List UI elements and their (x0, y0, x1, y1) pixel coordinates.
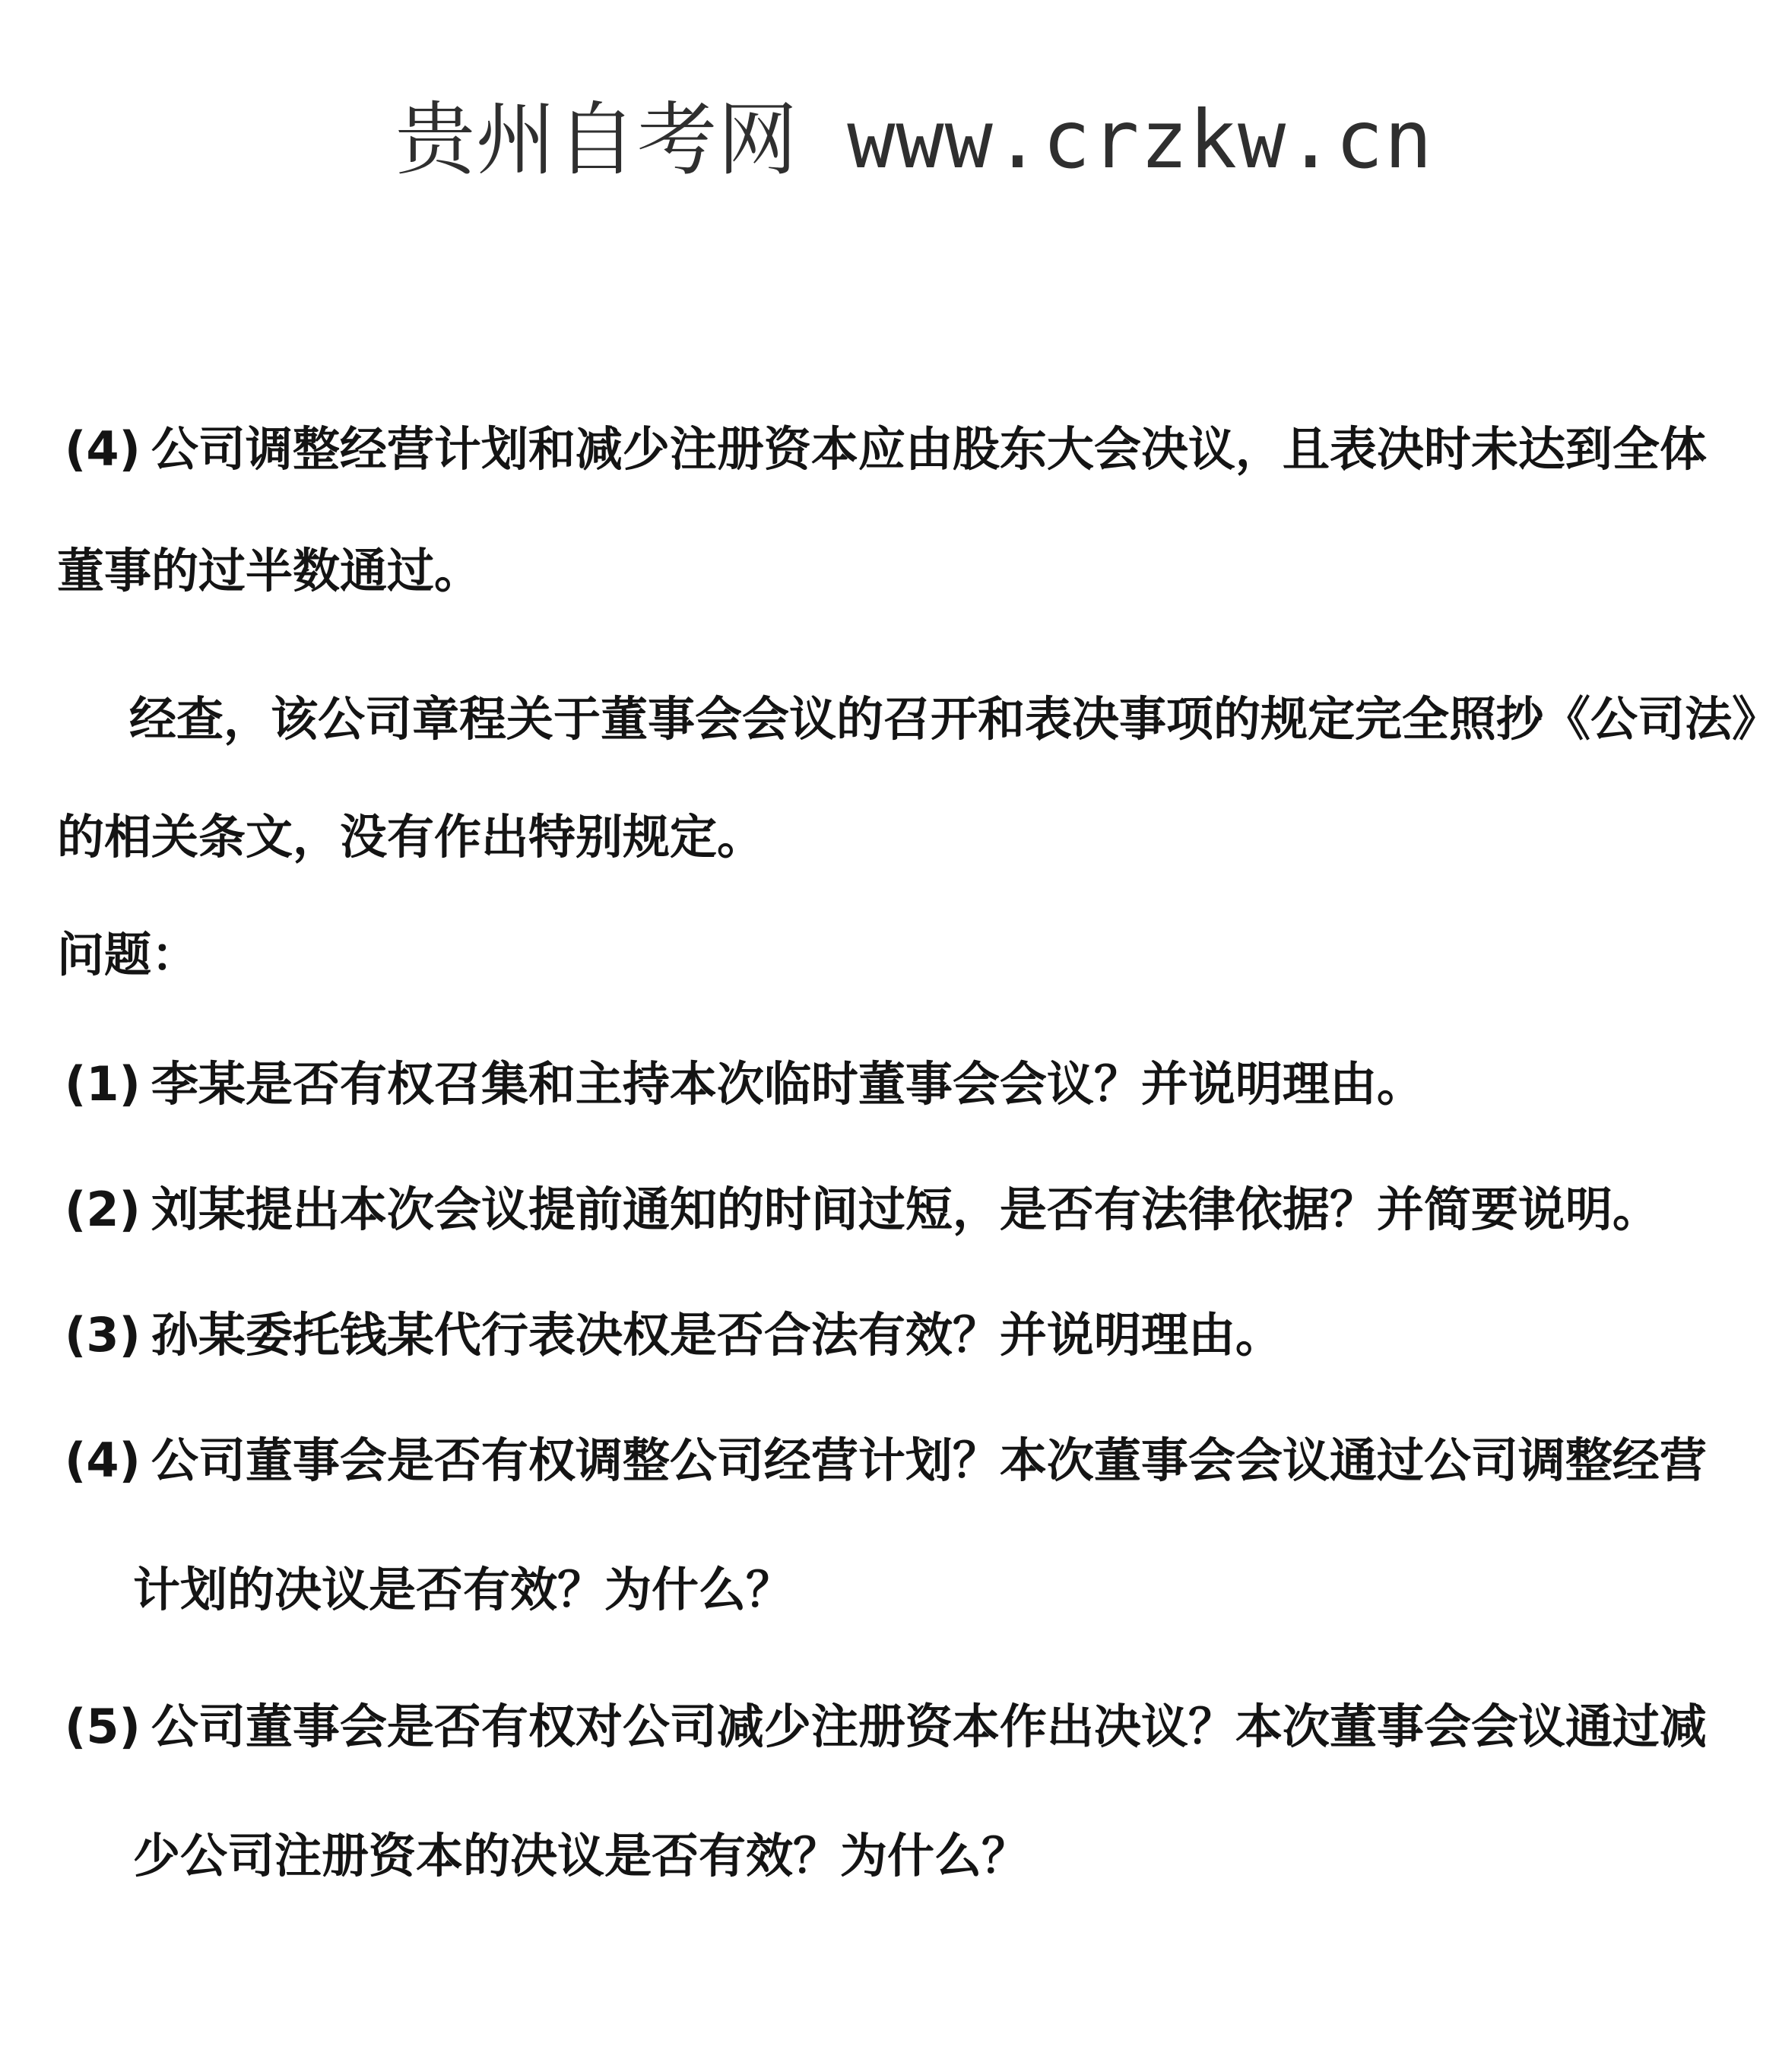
question-4-line-2: 计划的决议是否有效？为什么？ (133, 1562, 794, 1617)
question-1-number: (1) (65, 1056, 141, 1112)
question-3-text: 孙某委托钱某代行表决权是否合法有效？并说明理由。 (151, 1307, 1283, 1363)
question-3 (65, 1307, 1283, 1363)
question-5-text: 公司董事会是否有权对公司减少注册资本作出决议？本次董事会会议通过减 (151, 1699, 1707, 1754)
paragraph-4-number: (4) (65, 421, 141, 477)
question-1 (65, 1056, 1424, 1112)
question-2-number: (2) (65, 1182, 141, 1237)
question-5-number: (5) (65, 1699, 141, 1754)
question-5-line-1 (65, 1699, 1707, 1754)
question-4-line-1 (65, 1433, 1707, 1488)
check-paragraph-line-1: 经查，该公司章程关于董事会会议的召开和表决事项的规定完全照抄《公司法》 (129, 691, 1779, 747)
question-2 (65, 1182, 1660, 1237)
paragraph-4-line-2: 董事的过半数通过。 (57, 543, 482, 598)
check-paragraph-line-2: 的相关条文，没有作出特别规定。 (57, 809, 765, 865)
watermark-text: 贵州自考网 www.crzkw.cn (395, 94, 1433, 186)
question-3-number: (3) (65, 1307, 141, 1363)
paragraph-4-text: 公司调整经营计划和减少注册资本应由股东大会决议，且表决时未达到全体 (151, 421, 1707, 477)
question-4-text: 公司董事会是否有权调整公司经营计划？本次董事会会议通过公司调整经营 (151, 1433, 1707, 1488)
questions-heading: 问题： (57, 927, 199, 982)
question-2-text: 刘某提出本次会议提前通知的时间过短，是否有法律依据？并简要说明。 (151, 1182, 1660, 1237)
question-5-line-2: 少公司注册资本的决议是否有效？为什么？ (133, 1828, 1029, 1883)
question-1-text: 李某是否有权召集和主持本次临时董事会会议？并说明理由。 (151, 1056, 1424, 1112)
paragraph-4-line-1 (65, 421, 1707, 477)
question-4-number: (4) (65, 1433, 141, 1488)
